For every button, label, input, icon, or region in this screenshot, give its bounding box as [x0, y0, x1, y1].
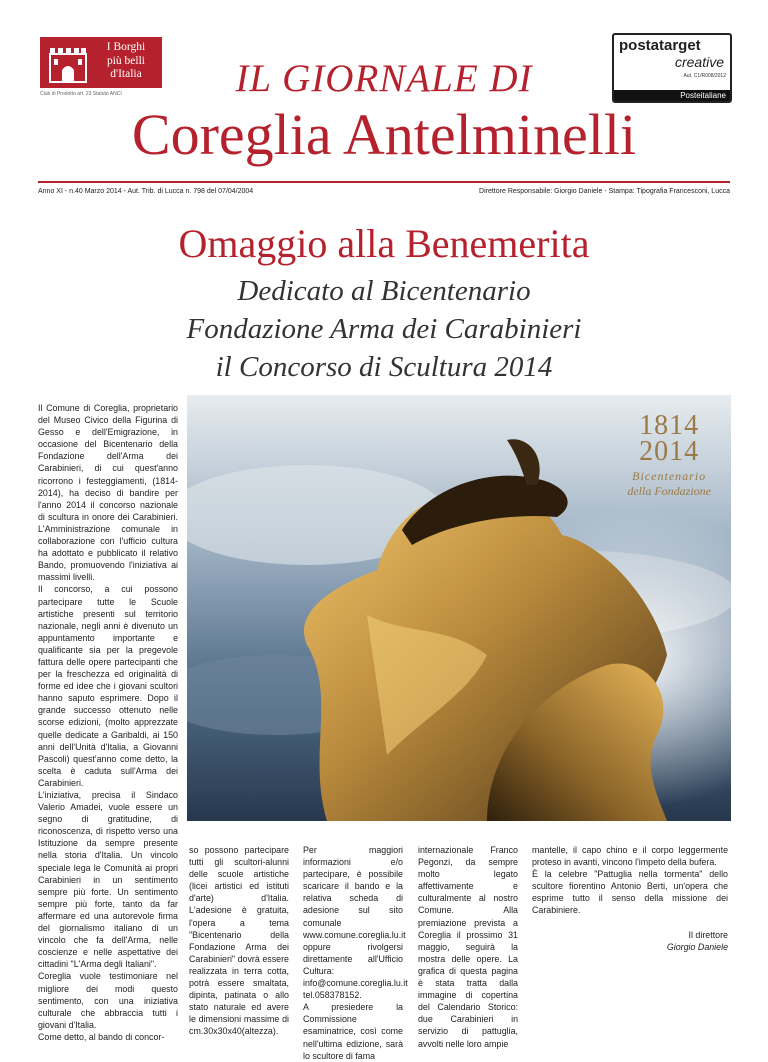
anniversary-text-2: della Fondazione: [627, 484, 711, 498]
article-column-4: [418, 844, 518, 1050]
article-paragraph: Coreglia vuole testimoniare nel migliore dei modi questo sentimento, con una iniziativa culturale che abbraccia tutti i giovani d'Italia.: [38, 971, 178, 1030]
article-column-3: [303, 844, 408, 1062]
masthead-kicker: IL GIORNALE DI: [235, 57, 533, 100]
hero-image: [187, 395, 731, 821]
anniversary-text-1: Bicentenario: [632, 469, 707, 483]
badge-line-1: I Borghi: [106, 41, 146, 53]
badge-line-3: d'Italia: [110, 68, 142, 80]
article-headline: Omaggio alla Benemerita: [178, 221, 590, 266]
article-subtitle-2: Fondazione Arma dei Carabinieri: [186, 313, 582, 345]
article-paragraph: internazionale Franco Pegonzi, da sempre molto legato affettivamente e culturalmente al nostro Comune. Alla premiazione prevista a Coreglia il prossimo 31 maggio, seguirà la mostra delle opere. La grafica di questa pagina è stata tratta dalla immagine di copertina del Calendario Storico: due Carabinieri in servizio di pattuglia, avvolti nelle loro ampie: [418, 845, 518, 1049]
article-paragraph: so possono partecipare tutti gli scultori-alunni delle scuole artistiche (licei artistici ed istituti d'arte) d'Italia. L'adesione è gratuita, l'opera a tema "Bicentenario della Fondazione Arma dei Carabinieri" dovrà essere realizzata in terra cotta, potrà essere smaltata, dipinta, patinata o allo stato naturale ed avere le dimensioni massime di cm.30x30x40(altezza).: [189, 845, 289, 1037]
article-paragraph: Come detto, al bando di concor-: [38, 1031, 165, 1042]
masthead-rule: [38, 181, 730, 183]
badge-line-2: più belli: [106, 54, 145, 67]
signature-name: Giorgio Daniele: [666, 941, 728, 952]
postage-brand: postatarget: [619, 37, 701, 54]
article-column-2: [189, 844, 289, 1038]
article-paragraph: L'iniziativa, precisa il Sindaco Valerio Amadei, vuole essere un segno di gratitudine, di riconoscenza, di rispetto verso una Istituzione da sempre presente nella storia d'Italia. Un vincolo speciale lega le Comunità ai propri Carabinieri in un sentimento sempre più forte. Un sentimento sempre più forte, tanto da far affermare ed una autorevole firma del giornalismo italiano di un vincolo che fa dell'Arma, nelle coscienze e nelle aspettative dei cittadini "L'Arma degli Italiani".: [38, 790, 178, 970]
article-column-1: [38, 402, 178, 1043]
article-column-5: [532, 844, 728, 953]
editor-info: Direttore Responsabile: Giorgio Daniele - Stampa: Tipografia Francesconi, Lucca: [479, 188, 730, 195]
anniversary-logo: [627, 410, 711, 499]
signature-role: Il direttore: [688, 929, 728, 940]
article-paragraph: Per maggiori informazioni e/o partecipare, è possibile scaricare il bando e la relativa scheda di adesione sul sito comunale www.comune.coreglia.lu.it oppure rivolgersi direttamente all'Ufficio Cultura: info@comune.coreglia.lu.it tel.058378152.: [303, 845, 408, 1001]
article-paragraph: mantelle, il capo chino e il corpo leggermente proteso in avanti, vincono l'impeto della bufera.: [532, 845, 728, 868]
article-subtitle-3: il Concorso di Scultura 2014: [215, 351, 553, 383]
postage-logo-bar: Posteitaliane: [614, 90, 730, 101]
article-paragraph: Il Comune di Coreglia, proprietario del Museo Civico della Figurina di Gesso e dell'Emigrazione, in occasione del Bicentenario della Fondazione dell'Arma dei Carabinieri, di cui quest'anno ricorrono i festeggiamenti, (1814-2014), ha deciso di bandire per l'anno 2014 il concorso nazionale di scultura in onore dei Carabinieri. L'Amministrazione comunale in collaborazione con l'ufficio cultura ha adottato e pubblicato il relativo Bando, promuovendo l'iniziativa ai massimi livelli.: [38, 403, 178, 583]
anniversary-year-start: 1814: [639, 410, 700, 441]
article-paragraph: Il concorso, a cui possono partecipare tutte le Scuole artistiche presenti sul territorio nazionale, negli anni è divenuto un appuntamento importante e qualificante sia per la pregevole fattura delle opere partecipanti che per la freschezza ed originalità di forme ed idee che i giovani scultori hanno saputo esprimere. Dopo il grande successo ottenuto nelle scorse edizioni, (molto apprezzate quelle dedicate a Garibaldi, ai 150 anni dell'Unità d'Italia, a Giovanni Pascoli) quest'anno come detto, la scelta è caduta sull'Arma dei Carabinieri.: [38, 584, 178, 788]
article-subtitle-1: Dedicato al Bicentenario: [237, 275, 531, 307]
anniversary-year-end: 2014: [639, 436, 700, 467]
masthead-title: Coreglia Antelminelli: [131, 102, 637, 167]
badge-note: Club di Prodotto art. 23 Statuto ANCI: [40, 91, 122, 97]
article-paragraph: A presiedere la Commissione esaminatrice, così come nell'ultima edizione, sarà lo scultore di fama: [303, 1002, 403, 1061]
issue-info: Anno XI - n.40 Marzo 2014 - Aut. Trib. di Lucca n. 798 del 07/04/2004: [38, 188, 254, 195]
article-paragraph: È la celebre "Pattuglia nella tormenta" dello scultore fiorentino Antonio Berti, un'opera che esprime tutto il senso della missione dei Carabiniere.: [532, 869, 728, 916]
postage-type: creative: [674, 54, 724, 70]
postage-authorization: Aut. C1/R008/2012: [683, 73, 726, 79]
